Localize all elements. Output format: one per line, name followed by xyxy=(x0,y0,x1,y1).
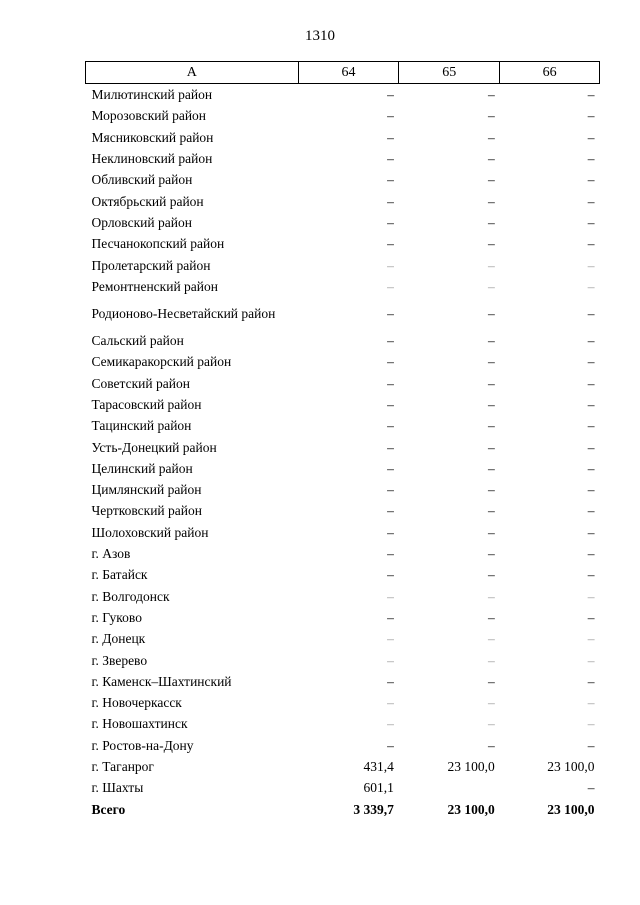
row-name: г. Донецк xyxy=(91,631,146,647)
cell-64: – xyxy=(387,418,394,434)
row-name: Мясниковский район xyxy=(91,129,214,145)
table-row xyxy=(86,105,600,126)
cell-66: – xyxy=(587,652,595,668)
cell-66: – xyxy=(587,151,595,167)
row-name: Тарасовский район xyxy=(91,397,202,412)
cell-65: – xyxy=(487,567,495,583)
cell-64: – xyxy=(387,193,394,209)
cell-66: – xyxy=(587,631,595,647)
cell-65: – xyxy=(487,333,495,349)
cell-65: – xyxy=(487,609,495,625)
table-row xyxy=(86,212,600,233)
cell-66: – xyxy=(587,695,595,711)
row-name: г. Гуково xyxy=(91,609,142,625)
cell-65: – xyxy=(487,546,495,562)
table-row xyxy=(86,254,600,275)
cell-66: – xyxy=(587,588,595,604)
cell-64: – xyxy=(387,354,394,370)
cell-65: – xyxy=(487,236,495,252)
row-name: Октябрьский район xyxy=(91,193,204,209)
cell-65: – xyxy=(487,503,495,519)
row-name: Усть-Донецкий район xyxy=(91,439,217,455)
cell-65: – xyxy=(487,460,495,476)
cell-64: – xyxy=(387,236,394,252)
cell-65: – xyxy=(487,278,495,294)
row-name: г. Шахты xyxy=(91,780,144,796)
header-66: 66 xyxy=(500,62,600,84)
cell-66: 23 100,0 xyxy=(547,759,595,775)
cell-66: 23 100,0 xyxy=(547,801,595,817)
table-row xyxy=(86,607,600,628)
cell-66: – xyxy=(587,482,595,498)
cell-66: – xyxy=(587,716,595,732)
cell-66: – xyxy=(587,609,595,625)
table-row xyxy=(86,297,600,330)
row-name: Чертковский район xyxy=(91,503,202,519)
row-name: Песчанокопский район xyxy=(91,236,225,252)
cell-64: – xyxy=(387,546,394,562)
cell-64: – xyxy=(387,375,394,391)
cell-64: 431,4 xyxy=(363,759,394,775)
cell-64: – xyxy=(387,631,394,647)
cell-65: – xyxy=(487,397,495,412)
cell-65: – xyxy=(487,354,495,370)
cell-66: – xyxy=(587,87,595,103)
row-name: г. Новошахтинск xyxy=(91,716,188,732)
row-name: Советский район xyxy=(91,375,190,391)
table-row xyxy=(86,373,600,394)
cell-64: – xyxy=(387,214,394,230)
cell-64: – xyxy=(387,87,394,103)
cell-66: – xyxy=(587,214,595,230)
table-row xyxy=(86,777,600,798)
table-row xyxy=(86,586,600,607)
table-row xyxy=(86,543,600,564)
row-name: Родионово-Несветайский район xyxy=(91,305,276,321)
row-name: г. Новочеркасск xyxy=(91,695,182,711)
cell-65: – xyxy=(487,439,495,455)
cell-64: – xyxy=(387,695,394,711)
row-name: Целинский район xyxy=(91,460,193,476)
table-row xyxy=(86,84,600,106)
cell-65: – xyxy=(487,695,495,711)
cell-66: – xyxy=(587,257,595,273)
cell-64: – xyxy=(387,397,394,412)
cell-65: 23 100,0 xyxy=(447,801,495,817)
row-name: Пролетарский район xyxy=(91,257,211,273)
cell-66: – xyxy=(587,193,595,209)
table-row xyxy=(86,692,600,713)
cell-65: – xyxy=(487,631,495,647)
table-row xyxy=(86,351,600,372)
table-row xyxy=(86,799,600,820)
row-name: Морозовский район xyxy=(91,108,207,124)
cell-64: 3 339,7 xyxy=(353,801,394,817)
cell-66: – xyxy=(587,524,595,540)
cell-66: – xyxy=(587,354,595,370)
cell-66: – xyxy=(587,503,595,519)
cell-65: – xyxy=(487,129,495,145)
cell-66: – xyxy=(587,546,595,562)
cell-64: – xyxy=(387,278,394,294)
row-name: Сальский район xyxy=(91,333,184,349)
cell-64: – xyxy=(387,524,394,540)
table-row xyxy=(86,436,600,457)
row-name: г. Батайск xyxy=(91,567,148,583)
cell-66: – xyxy=(587,460,595,476)
cell-65: – xyxy=(487,673,495,689)
cell-65: – xyxy=(487,524,495,540)
row-name: Семикаракорский район xyxy=(91,354,232,370)
row-name: Цимлянский район xyxy=(91,482,202,498)
cell-66: – xyxy=(587,737,595,753)
table-row xyxy=(86,564,600,585)
row-name: г. Таганрог xyxy=(91,759,154,775)
table-row xyxy=(86,233,600,254)
table-row xyxy=(86,522,600,543)
cell-65: – xyxy=(487,214,495,230)
table-header-row xyxy=(86,62,600,84)
table-row xyxy=(86,479,600,500)
table-row xyxy=(86,500,600,521)
cell-66: – xyxy=(587,278,595,294)
table-row xyxy=(86,458,600,479)
cell-66: – xyxy=(587,418,595,434)
cell-64: – xyxy=(387,333,394,349)
cell-64: – xyxy=(387,460,394,476)
table-row xyxy=(86,756,600,777)
cell-65: – xyxy=(487,257,495,273)
cell-64: 601,1 xyxy=(363,780,394,796)
row-name: Шолоховский район xyxy=(91,524,209,540)
table-row xyxy=(86,671,600,692)
cell-65: – xyxy=(487,193,495,209)
table-row xyxy=(86,190,600,211)
cell-66: – xyxy=(587,129,595,145)
cell-65: – xyxy=(487,716,495,732)
cell-64: – xyxy=(387,257,394,273)
header-64: 64 xyxy=(298,62,399,84)
cell-65: – xyxy=(487,737,495,753)
table-row xyxy=(86,415,600,436)
row-name: Милютинский район xyxy=(91,87,213,103)
cell-66: – xyxy=(587,108,595,124)
cell-65: – xyxy=(487,588,495,604)
header-a: А xyxy=(86,62,299,84)
cell-65: – xyxy=(487,108,495,124)
table-row xyxy=(86,713,600,734)
budget-table xyxy=(85,61,600,820)
cell-66: – xyxy=(587,172,595,188)
cell-64: – xyxy=(387,609,394,625)
row-name: г. Каменск–Шахтинский xyxy=(91,673,232,689)
cell-65: – xyxy=(487,375,495,391)
cell-66: – xyxy=(587,397,595,412)
cell-65: 23 100,0 xyxy=(447,759,495,775)
row-name: г. Азов xyxy=(91,546,131,562)
cell-64: – xyxy=(387,305,394,321)
cell-66: – xyxy=(587,439,595,455)
cell-64: – xyxy=(387,439,394,455)
cell-66: – xyxy=(587,673,595,689)
cell-64: – xyxy=(387,737,394,753)
row-name: г. Ростов-на-Дону xyxy=(91,737,194,753)
cell-64: – xyxy=(387,567,394,583)
cell-65: – xyxy=(487,305,495,321)
table-row xyxy=(86,330,600,351)
cell-64: – xyxy=(387,588,394,604)
cell-64: – xyxy=(387,172,394,188)
table-row xyxy=(86,148,600,169)
cell-66: – xyxy=(587,567,595,583)
cell-65: – xyxy=(487,652,495,668)
table-row xyxy=(86,127,600,148)
header-65: 65 xyxy=(399,62,500,84)
cell-64: – xyxy=(387,652,394,668)
row-name: Обливский район xyxy=(91,172,193,188)
cell-64: – xyxy=(387,108,394,124)
cell-65: – xyxy=(487,418,495,434)
cell-64: – xyxy=(387,151,394,167)
cell-64: – xyxy=(387,716,394,732)
row-name: Орловский район xyxy=(91,214,192,230)
cell-64: – xyxy=(387,482,394,498)
table-row xyxy=(86,649,600,670)
cell-65: – xyxy=(487,87,495,103)
table-row xyxy=(86,628,600,649)
cell-66: – xyxy=(587,305,595,321)
row-name: г. Зверево xyxy=(91,652,148,668)
table-row xyxy=(86,276,600,297)
cell-65: – xyxy=(487,172,495,188)
row-name: Тацинский район xyxy=(91,418,192,434)
table-row xyxy=(86,169,600,190)
cell-65: – xyxy=(487,151,495,167)
row-name: Ремонтненский район xyxy=(91,278,218,294)
cell-64: – xyxy=(387,673,394,689)
cell-66: – xyxy=(587,375,595,391)
table-row xyxy=(86,394,600,415)
cell-66: – xyxy=(587,780,595,796)
cell-66: – xyxy=(587,333,595,349)
page-number: 1310 xyxy=(305,28,335,44)
cell-66: – xyxy=(587,236,595,252)
cell-65 xyxy=(399,777,500,798)
cell-65: – xyxy=(487,482,495,498)
row-name: Неклиновский район xyxy=(91,151,213,167)
cell-64: – xyxy=(387,129,394,145)
cell-64: – xyxy=(387,503,394,519)
table-row xyxy=(86,735,600,756)
row-name: г. Волгодонск xyxy=(91,588,170,604)
row-name: Всего xyxy=(91,801,126,817)
